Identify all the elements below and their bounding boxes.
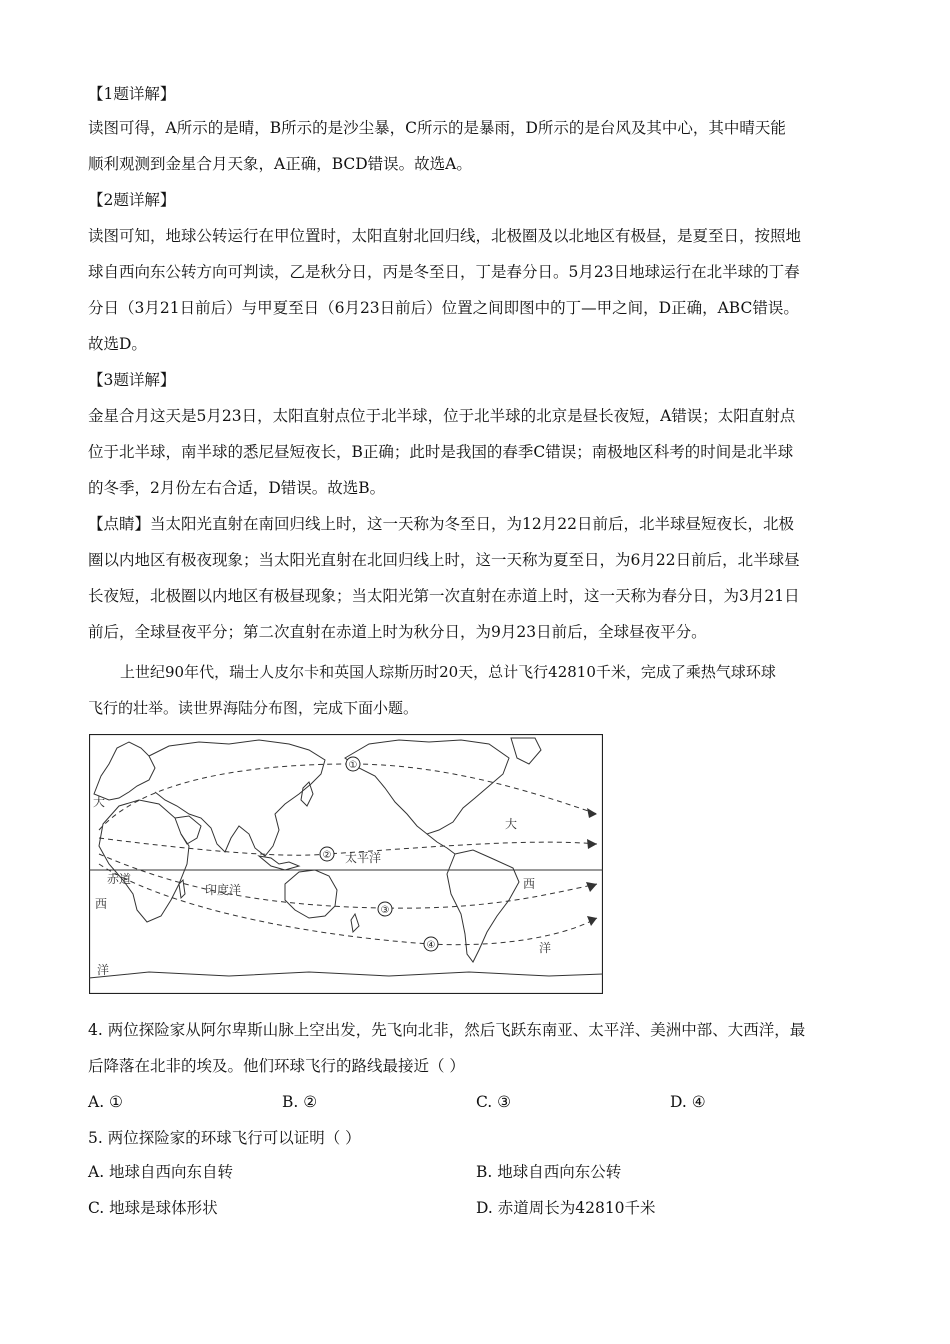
q1-text-line: 顺利观测到金星合月天象，A正确，BCD错误。故选A。	[88, 155, 472, 173]
q4-option-a: A. ①	[88, 1093, 123, 1111]
label-equator: 赤道	[107, 872, 132, 886]
q5-text-line: 5. 两位探险家的环球飞行可以证明（ ）	[88, 1129, 361, 1147]
q3-text-line: 金星合月这天是5月23日，太阳直射点位于北半球，位于北半球的北京是昼长夜短，A错误；太阳直射点	[88, 407, 796, 425]
q4-text-line: 4. 两位探险家从阿尔卑斯山脉上空出发，先飞向北非，然后飞跃东南亚、太平洋、美洲中部、大西洋，最	[88, 1021, 806, 1039]
route-marker-4: ④	[426, 940, 436, 951]
q2-text-line: 分日（3月21日前后）与甲夏至日（6月23日前后）位置之间即图中的丁—甲之间，D正确，ABC错误。	[88, 299, 799, 317]
q5-option-d: D. 赤道周长为42810千米	[476, 1199, 656, 1217]
label-yang-left: 洋	[97, 963, 110, 977]
q4-text-line: 后降落在北非的埃及。他们环球飞行的路线最接近（ ）	[88, 1057, 465, 1075]
q3-text-line: 位于北半球，南半球的悉尼昼短夜长，B正确；此时是我国的春季C错误；南极地区科考的时间是北半球	[88, 443, 794, 461]
q2-text-line: 读图可知，地球公转运行在甲位置时，太阳直射北回归线，北极圈及以北地区有极昼，是夏至日，按照地	[88, 227, 802, 245]
label-xi-right: 西	[523, 877, 536, 891]
q1-heading: 【1题详解】	[88, 85, 176, 103]
q3-text-line: 的冬季，2月份左右合适，D错误。故选B。	[88, 479, 386, 497]
q2-heading: 【2题详解】	[88, 191, 176, 209]
route-marker-1: ①	[348, 760, 358, 771]
q1-text-line: 读图可得，A所示的是晴，B所示的是沙尘暴，C所示的是暴雨，D所示的是台风及其中心，其中晴天能	[88, 119, 786, 137]
world-map	[89, 734, 603, 994]
tip-text-line: 长夜短，北极圈以内地区有极昼现象；当太阳光第一次直射在赤道上时，这一天称为春分日，为3月21日	[88, 587, 800, 605]
q4-option-c: C. ③	[476, 1093, 512, 1111]
intro-text-line: 飞行的壮举。读世界海陆分布图，完成下面小题。	[88, 699, 419, 717]
tip-text-line: 前后，全球昼夜平分；第二次直射在赤道上时为秋分日，为9月23日前后，全球昼夜平分。	[88, 623, 707, 641]
label-pacific: 太平洋	[345, 851, 382, 865]
q5-option-a: A. 地球自西向东自转	[88, 1163, 234, 1181]
route-marker-2: ②	[322, 850, 332, 861]
label-da-left: 大	[93, 795, 106, 809]
label-yang-right: 洋	[539, 941, 552, 955]
label-indian-ocean: 印度洋	[205, 883, 242, 897]
q4-option-d: D. ④	[670, 1093, 706, 1111]
q4-option-b: B. ②	[282, 1093, 318, 1111]
q3-heading: 【3题详解】	[88, 371, 176, 389]
tip-text-line: 圈以内地区有极夜现象；当太阳光直射在北回归线上时，这一天称为夏至日，为6月22日前后，北半球昼	[88, 551, 800, 569]
q2-text-line: 球自西向东公转方向可判读，乙是秋分日，丙是冬至日，丁是春分日。5月23日地球运行在北半球的丁春	[88, 263, 800, 281]
intro-text-line: 上世纪90年代，瑞士人皮尔卡和英国人琮斯历时20天，总计飞行42810千米，完成了乘热气球环球	[120, 663, 776, 681]
label-xi-left: 西	[95, 897, 108, 911]
route-marker-3: ③	[380, 905, 390, 916]
q2-text-line: 故选D。	[88, 335, 147, 353]
tip-text-line: 【点睛】当太阳光直射在南回归线上时，这一天称为冬至日，为12月22日前后，北半球昼短夜长，北极	[88, 515, 794, 533]
q5-option-b: B. 地球自西向东公转	[476, 1163, 622, 1181]
q5-option-c: C. 地球是球体形状	[88, 1199, 218, 1217]
label-da-right: 大	[505, 817, 518, 831]
